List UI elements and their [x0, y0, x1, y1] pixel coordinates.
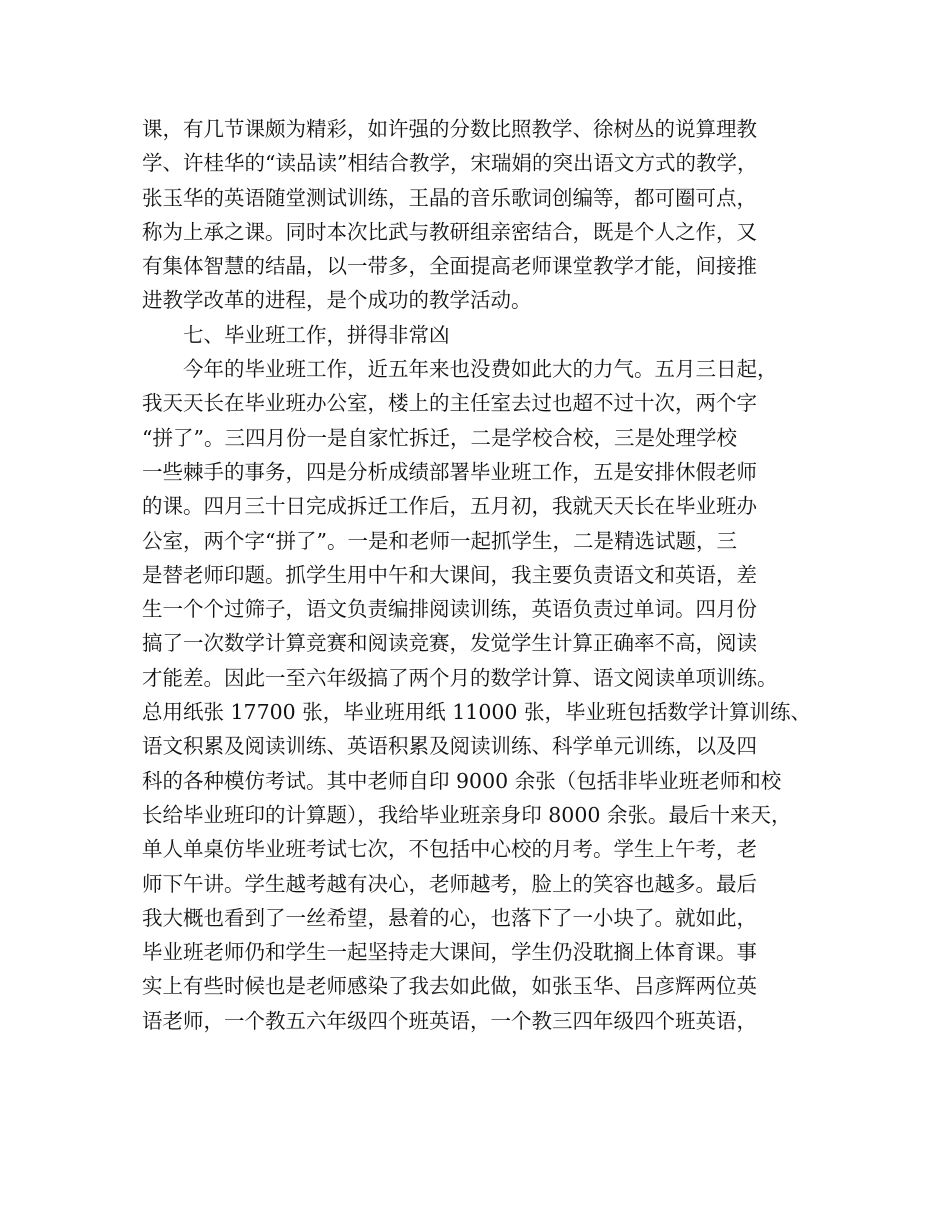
text-line: 语文积累及阅读训练、英语积累及阅读训练、科学单元训练，以及四: [142, 734, 757, 759]
text-line: 课，有几节课颇为精彩，如许强的分数比照教学、徐树丛的说算理教: [142, 117, 757, 141]
text-line: 公室，两个字“拼了”。一是和老师一起抓学生，二是精选试题，三: [142, 528, 737, 553]
text-line: 毕业班老师仍和学生一起坚持走大课间，学生仍没耽搁上体育课。事: [142, 940, 757, 965]
text-line: 语老师，一个教五六年级四个班英语，一个教三四年级四个班英语，: [142, 1008, 757, 1033]
text-line: 学、许桂华的“读品读”相结合教学，宋瑞娟的突出语文方式的教学，: [142, 151, 758, 176]
text-line: 总用纸张 17700 张，毕业班用纸 11000 张，毕业班包括数学计算训练、: [142, 700, 811, 725]
text-line: 有集体智慧的结晶，以一带多，全面提高老师课堂教学才能，间接推: [142, 254, 757, 279]
text-line: 生一个个过筛子，语文负责编排阅读训练，英语负责过单词。四月份: [142, 597, 757, 622]
text-line: 称为上承之课。同时本次比武与教研组亲密结合，既是个人之作，又: [142, 219, 757, 244]
text-line: 是替老师印题。抓学生用中午和大课间，我主要负责语文和英语，差: [142, 562, 757, 587]
text-line: 一些棘手的事务，四是分析成绩部署毕业班工作，五是安排休假老师: [142, 459, 757, 484]
text-line: 的课。四月三十日完成拆迁工作后，五月初，我就天天长在毕业班办: [142, 494, 757, 519]
text-line: 单人单桌仿毕业班考试七次，不包括中心校的月考。学生上午考，老: [142, 837, 757, 862]
section-heading: 七、毕业班工作，拼得非常凶: [183, 322, 450, 347]
text-line: 搞了一次数学计算竞赛和阅读竞赛，发觉学生计算正确率不高，阅读: [142, 631, 757, 656]
text-line: 我天天长在毕业班办公室，楼上的主任室去过也超不过十次，两个字: [142, 391, 757, 416]
text-line: 科的各种模仿考试。其中老师自印 9000 余张（包括非毕业班老师和校: [142, 768, 782, 793]
text-line: 师下午讲。学生越考越有决心，老师越考，脸上的笑容也越多。最后: [142, 871, 757, 896]
text-line: 实上有些时候也是老师感染了我去如此做，如张玉华、吕彦辉两位英: [142, 974, 757, 999]
text-line: 我大概也看到了一丝希望，悬着的心，也落下了一小块了。就如此，: [142, 905, 757, 930]
paragraph-first-line: 今年的毕业班工作，近五年来也没费如此大的力气。五月三日起，: [183, 357, 778, 382]
text-line: “拼了”。三四月份一是自家忙拆迁，二是学校合校，三是处理学校: [142, 425, 737, 450]
text-line: 才能差。因此一至六年级搞了两个月的数学计算、语文阅读单项训练。: [142, 665, 778, 690]
text-line: 张玉华的英语随堂测试训练，王晶的音乐歌词创编等，都可圈可点，: [142, 185, 757, 210]
text-line: 进教学改革的进程，是个成功的教学活动。: [142, 288, 532, 313]
body-text: [142, 112, 822, 1038]
text-line: 长给毕业班印的计算题），我给毕业班亲身印 8000 余张。最后十来天，: [142, 802, 792, 827]
